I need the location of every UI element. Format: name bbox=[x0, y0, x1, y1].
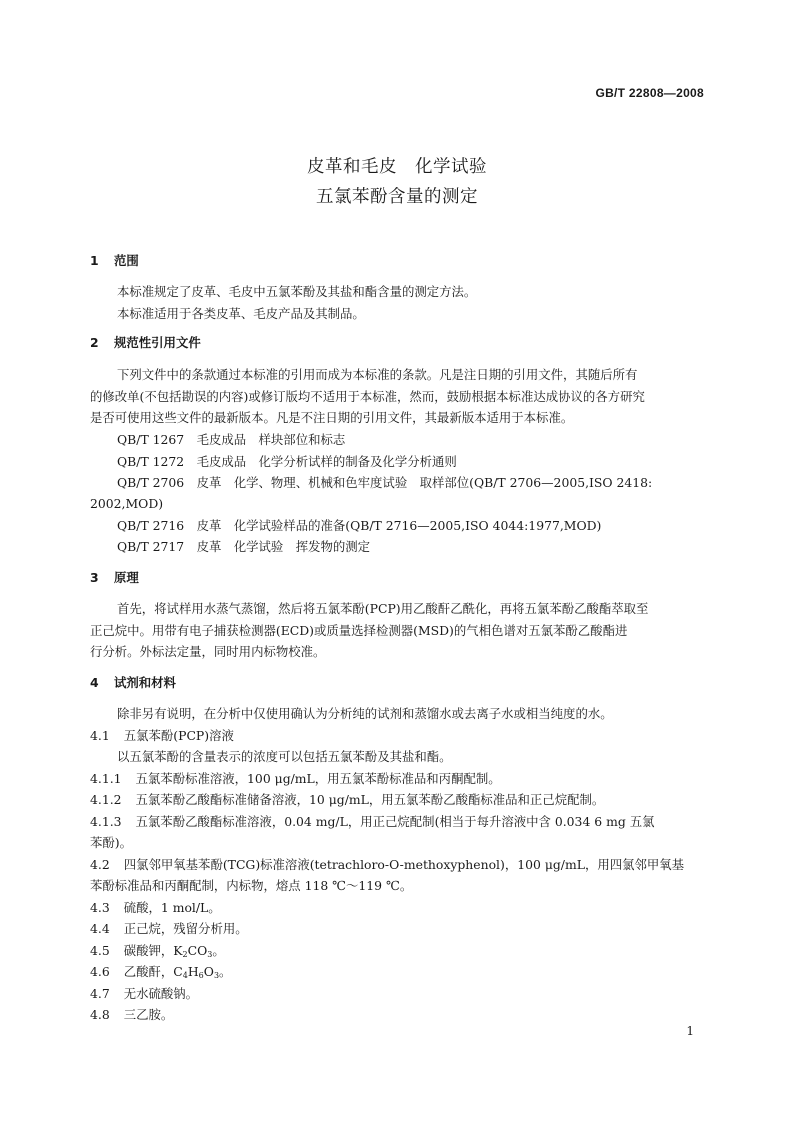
clause-4-2 bbox=[90, 857, 684, 873]
clause-4-4 bbox=[90, 921, 248, 937]
clause-number: 4.1.3 bbox=[90, 814, 122, 829]
clause-text: 五氯苯酚(PCP)溶液 bbox=[123, 728, 234, 743]
clause-number: 4.5 bbox=[90, 943, 110, 958]
section-heading-scope bbox=[90, 253, 139, 269]
clause-4-5 bbox=[90, 943, 225, 963]
clause-4-1 bbox=[90, 728, 234, 744]
section-number: 4 bbox=[90, 675, 99, 690]
formula-text: 碳酸钾，K bbox=[123, 943, 183, 958]
reference-item: QB/T 1272 毛皮成品 化学分析试样的制备及化学分析通则 bbox=[117, 454, 457, 469]
reference-item: QB/T 2717 皮革 化学试验 挥发物的测定 bbox=[117, 539, 371, 554]
subscript: 3 bbox=[207, 950, 213, 959]
section-number: 2 bbox=[90, 335, 99, 350]
paragraph: 除非另有说明，在分析中仅使用确认为分析纯的试剂和蒸馏水或去离子水或相当纯度的水。 bbox=[117, 706, 613, 721]
clause-4-1-2 bbox=[90, 792, 604, 808]
clause-continuation: 苯酚)。 bbox=[90, 835, 133, 850]
subscript: 4 bbox=[182, 971, 188, 980]
clause-text: 正己烷，残留分析用。 bbox=[123, 921, 248, 936]
clause-text: 四氯邻甲氧基苯酚(TCG)标准溶液(tetrachloro-O-methoxyphenol)，100 μg/mL，用四氯邻甲氧基 bbox=[123, 857, 685, 872]
subscript: 6 bbox=[198, 971, 204, 980]
clause-text bbox=[124, 964, 232, 979]
reference-item: 2002,MOD) bbox=[90, 496, 164, 511]
formula-text: 。 bbox=[219, 964, 232, 979]
paragraph: 行分析。外标法定量，同时用内标物校准。 bbox=[90, 644, 326, 659]
formula-text: CO bbox=[187, 943, 208, 958]
clause-number: 4.1 bbox=[90, 728, 110, 743]
clause-4-6 bbox=[90, 964, 231, 984]
subscript: 2 bbox=[182, 950, 188, 959]
document-title-line2: 五氯苯酚含量的测定 bbox=[316, 187, 478, 207]
paragraph: 正己烷中。用带有电子捕获检测器(ECD)或质量选择检测器(MSD)的气相色谱对五氯苯酚乙酸酯进 bbox=[90, 623, 628, 638]
clause-number: 4.2 bbox=[90, 857, 110, 872]
clause-text: 硫酸，1 mol/L。 bbox=[123, 900, 221, 915]
reference-item: QB/T 2706 皮革 化学、物理、机械和色牢度试验 取样部位(QB/T 2706—2005,ISO 2418: bbox=[117, 475, 653, 490]
clause-text: 五氯苯酚乙酸酯标准储备溶液，10 μg/mL，用五氯苯酚乙酸酯标准品和正己烷配制。 bbox=[135, 792, 605, 807]
section-heading-principle bbox=[90, 570, 139, 586]
formula-text: 乙酸酐，C bbox=[123, 964, 183, 979]
paragraph: 以五氯苯酚的含量表示的浓度可以包括五氯苯酚及其盐和酯。 bbox=[117, 749, 452, 764]
clause-text: 五氯苯酚乙酸酯标准溶液，0.04 mg/L，用正己烷配制(相当于每升溶液中含 0.034 6 mg 五氯 bbox=[135, 814, 655, 829]
clause-4-1-3 bbox=[90, 814, 655, 830]
reference-item: QB/T 1267 毛皮成品 样块部位和标志 bbox=[117, 432, 346, 447]
paragraph: 本标准规定了皮革、毛皮中五氯苯酚及其盐和酯含量的测定方法。 bbox=[117, 284, 477, 299]
paragraph: 首先，将试样用水蒸气蒸馏，然后将五氯苯酚(PCP)用乙酸酐乙酰化，再将五氯苯酚乙酸酯萃取至 bbox=[117, 601, 649, 616]
clause-continuation: 苯酚标准品和丙酮配制，内标物，熔点 118 ℃～119 ℃。 bbox=[90, 878, 413, 893]
clause-number: 4.4 bbox=[90, 921, 110, 936]
formula-text: 。 bbox=[212, 943, 225, 958]
reference-item: QB/T 2716 皮革 化学试验样品的准备(QB/T 2716—2005,ISO 4044:1977,MOD) bbox=[117, 518, 602, 533]
paragraph: 是否可使用这些文件的最新版本。凡是不注日期的引用文件，其最新版本适用于本标准。 bbox=[90, 410, 574, 425]
clause-4-7 bbox=[90, 986, 198, 1002]
section-title: 规范性引用文件 bbox=[114, 335, 201, 350]
clause-4-3 bbox=[90, 900, 221, 916]
section-number: 3 bbox=[90, 570, 99, 585]
section-title: 范围 bbox=[114, 253, 139, 268]
clause-4-1-1 bbox=[90, 771, 501, 787]
section-heading-reagents bbox=[90, 675, 176, 691]
section-title: 试剂和材料 bbox=[114, 675, 176, 690]
clause-number: 4.7 bbox=[90, 986, 110, 1001]
standard-code: GB/T 22808—2008 bbox=[595, 86, 704, 100]
paragraph: 下列文件中的条款通过本标准的引用而成为本标准的条款。凡是注日期的引用文件，其随后所有 bbox=[117, 367, 638, 382]
clause-number: 4.1.2 bbox=[90, 792, 122, 807]
document-title-line1: 皮革和毛皮 化学试验 bbox=[307, 157, 487, 177]
page-number: 1 bbox=[686, 1024, 694, 1038]
clause-number: 4.8 bbox=[90, 1007, 110, 1022]
section-heading-normative-references bbox=[90, 335, 201, 351]
clause-number: 4.1.1 bbox=[90, 771, 122, 786]
clause-number: 4.3 bbox=[90, 900, 110, 915]
clause-text: 无水硫酸钠。 bbox=[123, 986, 199, 1001]
paragraph: 本标准适用于各类皮革、毛皮产品及其制品。 bbox=[117, 306, 365, 321]
clause-number: 4.6 bbox=[90, 964, 110, 979]
formula-text: H bbox=[187, 964, 199, 979]
clause-4-8 bbox=[90, 1007, 173, 1023]
subscript: 3 bbox=[213, 971, 220, 980]
clause-text bbox=[124, 943, 225, 958]
section-title: 原理 bbox=[114, 570, 139, 585]
paragraph: 的修改单(不包括勘误的内容)或修订版均不适用于本标准，然而，鼓励根据本标准达成协议的各方研究 bbox=[90, 389, 645, 404]
section-number: 1 bbox=[90, 253, 99, 268]
clause-text: 五氯苯酚标准溶液，100 μg/mL，用五氯苯酚标准品和丙酮配制。 bbox=[135, 771, 501, 786]
clause-text: 三乙胺。 bbox=[123, 1007, 174, 1022]
formula-text: O bbox=[203, 964, 214, 979]
